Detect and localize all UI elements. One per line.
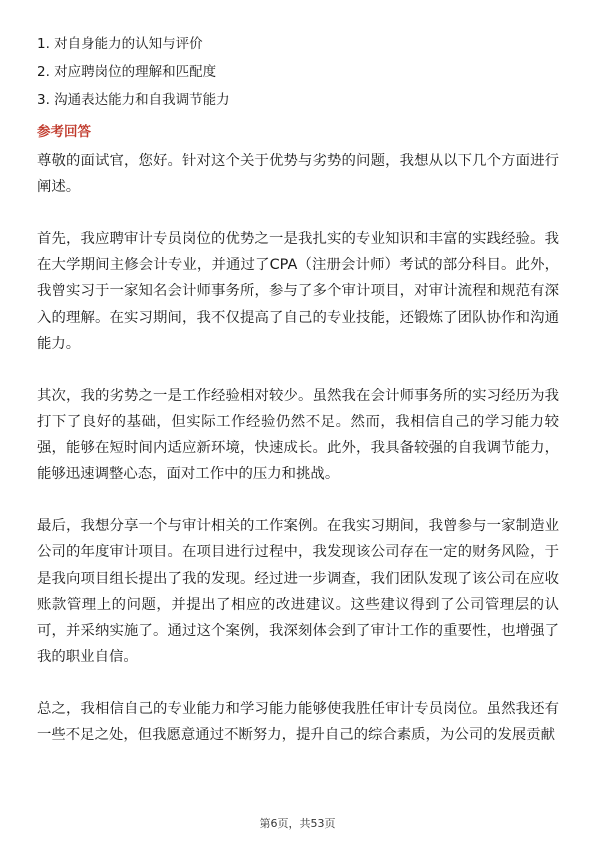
answer-body <box>37 148 559 748</box>
evaluation-criteria-list <box>37 30 557 114</box>
answer-heading: 参考回答 <box>37 124 91 140</box>
paragraph: 尊敬的面试官，您好。针对这个关于优势与劣势的问题，我想从以下几个方面进行阐述。 <box>37 153 559 196</box>
paragraph: 其次，我的劣势之一是工作经验相对较少。虽然我在会计师事务所的实习经历为我打下了良好的基础，但实际工作经验仍然不足。然而，我相信自己的学习能力较强，能够在短时间内适应新环境，快速成长。此外，我具备较强的自我调节能力，能够迅速调整心态，面对工作中的压力和挑战。 <box>37 387 559 483</box>
list-item: 3. 沟通表达能力和自我调节能力 <box>37 92 230 108</box>
page-number: 第6页，共53页 <box>259 817 336 830</box>
list-item: 1. 对自身能力的认知与评价 <box>37 36 203 52</box>
paragraph: 最后，我想分享一个与审计相关的工作案例。在我实习期间，我曾参与一家制造业公司的年度审计项目。在项目进行过程中，我发现该公司存在一定的财务风险，于是我向项目组长提出了我的发现。经过进一步调查，我们团队发现了该公司在应收账款管理上的问题，并提出了相应的改进建议。这些建议得到了公司管理层的认可，并采纳实施了。通过这个案例，我深刻体会到了审计工作的重要性，也增强了我的职业自信。 <box>37 518 559 665</box>
paragraph: 总之，我相信自己的专业能力和学习能力能够使我胜任审计专员岗位。虽然我还有一些不足之处，但我愿意通过不断努力，提升自己的综合素质，为公司的发展贡献 <box>37 700 559 744</box>
list-item: 2. 对应聘岗位的理解和匹配度 <box>37 64 217 80</box>
paragraph: 首先，我应聘审计专员岗位的优势之一是我扎实的专业知识和丰富的实践经验。我在大学期间主修会计专业，并通过了CPA（注册会计师）考试的部分科目。此外，我曾实习于一家知名会计师事务所，参与了多个审计项目，对审计流程和规范有深入的理解。在实习期间，我不仅提高了自己的专业技能，还锻炼了团队协作和沟通能力。 <box>37 231 559 352</box>
